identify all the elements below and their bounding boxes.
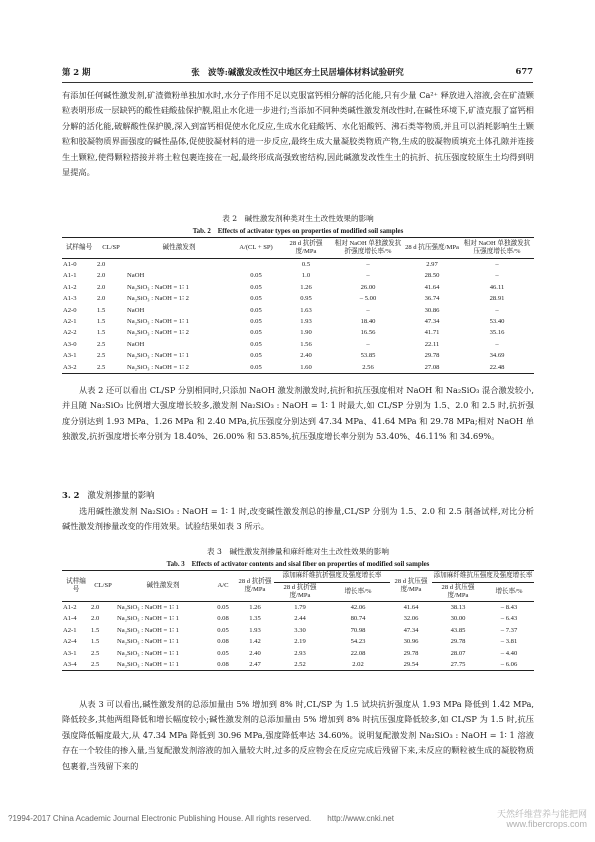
table2-cell: – <box>495 272 499 280</box>
table2-cell: Na₂SiO₃ : NaOH = 1∶ 2 <box>127 295 189 303</box>
table2-cell: – <box>366 306 370 314</box>
table2-cell: Na₂SiO₃ : NaOH = 1∶ 1 <box>127 283 189 291</box>
t2-header-flex-inc: 相对 NaOH 单独激发抗折强度增长率/% <box>332 238 404 259</box>
table3-cell: 0.08 <box>217 638 229 646</box>
table3-cell: 1.35 <box>249 615 261 623</box>
table2-cell: Na₂SiO₃ : NaOH = 1∶ 2 <box>126 362 232 374</box>
t3-header-flex: 28 d 抗折强度/MPa <box>236 571 274 602</box>
t2-header-flex: 28 d 抗折强度/MPa <box>280 238 332 259</box>
table2-row <box>62 293 534 304</box>
table3-cell: 42.06 <box>350 604 366 611</box>
table3-cell: 29.78 <box>450 638 466 646</box>
table2-cell: 28.50 <box>424 272 440 280</box>
table2-cell: A1-3 <box>63 295 77 303</box>
table2-cell: 28.91 <box>489 295 505 303</box>
table3-body <box>62 602 534 671</box>
t3-header-ac: A/C <box>210 571 236 602</box>
table2-cell: Na₂SiO₃ : NaOH = 1∶ 1 <box>127 318 189 326</box>
paragraph-table2-analysis: 从表 2 还可以看出 CL/SP 分别相同时,只添加 NaOH 激发剂激发时,抗折和抗压强度相对 NaOH 和 Na₂SiO₃ 混合激发较小,并且随 Na₂SiO₃ 比例增大强度增长较多,激发剂 Na₂SiO₃ : NaOH = 1∶ 1 时最大,如 CL/SP 分别为 1.5、2.0 和 2.5 时,抗折强度分别达到 1.93 MPa、1.26 MPa 和 2.40 MPa,抗压强度分别达到 47.34 MPa、41.64 MPa 和 29.78 MPa;相对 NaOH 单独激发,抗折强度增长率分别为 18.40%、26.00% 和 53.85%,抗压强度增长率分别为 53.40%、46.11% 和 34.69%。 <box>62 385 534 442</box>
table2-cell: – <box>495 261 499 268</box>
table2-cell: 22.11 <box>424 340 440 348</box>
table2-row <box>62 305 534 316</box>
table3-cell: 0.08 <box>217 615 229 623</box>
table2-caption-en: Tab. 2 Effects of activator types on properties of modified soil samples <box>192 228 404 235</box>
table3-cell: – 7.37 <box>500 626 518 634</box>
table2-cell: 0.05 <box>250 352 262 360</box>
table3-cell: 1.79 <box>294 604 306 611</box>
t3-header-clsp: CL/SP <box>90 571 116 602</box>
table3-cell: 28.07 <box>450 649 466 657</box>
header-rule <box>62 82 533 83</box>
table2-cell: 16.56 <box>360 329 376 337</box>
table3-cell: 2.40 <box>249 649 261 657</box>
table2-cell: Na₂SiO₃ : NaOH = 1∶ 2 <box>127 329 189 337</box>
table2-cell: 35.16 <box>489 329 505 337</box>
table3-cell: Na₂SiO₃ : NaOH = 1∶ 1 <box>117 615 179 623</box>
table3-row <box>62 602 534 614</box>
table2-cell: 27.08 <box>404 362 460 374</box>
paragraph-dosage: 选用碱性激发剂 Na₂SiO₃ : NaOH = 1∶ 1 时,改变碱性激发剂总的掺量,CL/SP 分别为 1.5、2.0 和 2.5 制备试样,对比分析碱性激发剂掺量改变的作用效果。试验结果如表 3 所示。 <box>62 506 534 532</box>
table2-cell: – <box>495 306 499 314</box>
t3-header-activator: 碱性激发剂 <box>116 571 210 602</box>
page-number: 677 <box>515 66 533 76</box>
table2-cell: 1.56 <box>300 340 312 348</box>
table3-cell: 80.74 <box>350 615 366 623</box>
t3-header-flex2-inc: 增长率/% <box>326 583 390 602</box>
table2-cell: 0.05 <box>250 295 262 303</box>
table3-cell: – 3.81 <box>500 638 518 646</box>
table2-cell: 36.74 <box>424 295 440 303</box>
table2-cell: 1.63 <box>300 306 312 314</box>
table2-cell: 2.5 <box>96 362 126 374</box>
table3-cell: 1.93 <box>249 626 261 634</box>
table2-cell: 53.85 <box>360 352 376 360</box>
table2-row <box>62 316 534 327</box>
table3-cell: 2.47 <box>236 659 274 671</box>
table2-cell: A2-1 <box>63 318 77 326</box>
t3-header-id: 试样编号 <box>62 571 90 602</box>
table2-cell: 34.69 <box>489 352 505 360</box>
table2-cell: A1-2 <box>63 283 77 291</box>
table-3 <box>62 570 534 671</box>
table3-cell: 2.52 <box>274 659 326 671</box>
table2-cell: 0.05 <box>250 306 262 314</box>
table3-caption-cn: 表 3 碱性激发剂掺量和麻纤维对生土改性效果的影响 <box>207 547 389 556</box>
table3-cell: 2.93 <box>294 649 306 657</box>
table2-row <box>62 327 534 338</box>
table3-cell: A1-2 <box>63 604 77 611</box>
table2-cell: 1.5 <box>97 306 106 314</box>
table2-cell: 2.0 <box>97 261 106 268</box>
table2-cell: 0.05 <box>250 318 262 326</box>
watermark <box>497 809 587 829</box>
table2-cell: 0.5 <box>301 261 311 268</box>
table2-cell: 2.0 <box>97 295 106 303</box>
table2-cell: 2.0 <box>97 283 106 291</box>
table2-cell: – <box>495 340 499 348</box>
t3-header-comp2-inc: 增长率/% <box>484 583 534 602</box>
table3-cell: Na₂SiO₃ : NaOH = 1∶ 1 <box>116 659 210 671</box>
table3-cell: 3.30 <box>294 626 306 634</box>
table2-cell: 0.95 <box>300 295 312 303</box>
t2-header-comp: 28 d 抗压强度/MPa <box>404 238 460 259</box>
table3-cell: 2.02 <box>326 659 390 671</box>
table3-cell: 2.0 <box>91 615 100 623</box>
t3-header-fiber-comp: 添加麻纤维抗压强度及强度增长率 <box>432 571 534 583</box>
table2-cell: 18.40 <box>360 318 376 326</box>
paragraph-intro: 有添加任何碱性激发剂,矿渣微粉单独加水时,水分子作用不足以克服富钙相分解的活化能,只有少量 Ca²⁺ 释放进入溶液,会在矿渣颗粒表明形成一层缺钙的酸性硅酸盐保护膜,阻止水化进一步进行;当添加不同种类碱性激发剂改性时,在碱性环境下,矿渣克服了富钙相分解的活化能,破解酸性保护膜,深入到富钙相促使水化反应,生成水化硅酸钙、水化铝酸钙、沸石类等物质,并且可以消耗影响生土颗粒和胶凝物质界面强度的碱性晶体,促使胶凝材料的进一步反应,最终生成大量凝胶类物质产物,生成的胶凝物质填充土体孔隙并连接生土颗粒,使得颗粒搭接并将土粒包裹连接在一起,最终形成高强致密结构,因此碱激发改性生土的抗折、抗压强度较原生土均得到明显提高。 <box>62 90 534 178</box>
table3-cell: 0.05 <box>217 626 229 634</box>
table2-cell: 2.97 <box>426 261 438 268</box>
table2-cell: NaOH <box>127 340 145 348</box>
issue-number: 第 2 期 <box>62 67 91 77</box>
table3-cell: 47.34 <box>403 626 419 634</box>
table2-cell: 2.56 <box>332 362 404 374</box>
table2-cell: 2.5 <box>97 340 106 348</box>
watermark-url: www.fibercrops.com <box>506 819 587 829</box>
table3-cell: Na₂SiO₃ : NaOH = 1∶ 1 <box>117 604 179 611</box>
t3-header-comp: 28 d 抗压强度/MPa <box>390 571 432 602</box>
table3-cell: 1.5 <box>91 626 100 634</box>
table2-cell: 2.5 <box>97 352 106 360</box>
t2-header-clsp: CL/SP <box>96 238 126 259</box>
table2-cell: 1.0 <box>301 272 311 280</box>
table2-cell: 0.05 <box>250 283 262 291</box>
table3-cell: A3-1 <box>63 649 77 657</box>
t2-header-activator: 碱性激发剂 <box>126 238 232 259</box>
table2-row <box>62 350 534 361</box>
table2-cell: 2.0 <box>97 272 106 280</box>
table3-cell: 30.96 <box>403 638 419 646</box>
table3-cell: Na₂SiO₃ : NaOH = 1∶ 1 <box>117 626 179 634</box>
table2-cell: – <box>366 261 370 268</box>
table2-cell: 0.05 <box>232 362 280 374</box>
table3-cell: 54.23 <box>350 638 366 646</box>
table3-cell: 29.78 <box>403 649 419 657</box>
table2-cell: 46.11 <box>489 283 505 291</box>
table2-cell: A1-1 <box>63 272 77 280</box>
table2-cell: A3-1 <box>63 352 77 360</box>
table3-row <box>62 613 534 624</box>
table3-cell: 70.98 <box>350 626 366 634</box>
table2-cell: 22.48 <box>460 362 534 374</box>
table2-cell: 30.86 <box>424 306 440 314</box>
table2-cell <box>232 259 280 271</box>
table2-row <box>62 362 534 374</box>
table3-cell: 1.5 <box>91 638 100 646</box>
table3-cell: 0.05 <box>217 649 229 657</box>
table2-cell: 26.00 <box>360 283 376 291</box>
t3-header-flex2: 28 d 抗折强度/MPa <box>274 583 326 602</box>
t2-header-id: 试样编号 <box>62 238 96 259</box>
table3-cell: A2-4 <box>63 638 77 646</box>
table3-cell: A1-4 <box>63 615 77 623</box>
table3-caption-en: Tab. 3 Effects of activator contents and sisal fiber on properties of modified soil samples <box>166 561 430 568</box>
table2-row <box>62 270 534 281</box>
running-title: 张 波等:碱激发改性汉中地区夯土民居墙体材料试验研究 <box>191 67 404 77</box>
page-footer <box>0 809 595 829</box>
table2-cell: 1.5 <box>97 318 106 326</box>
table2-cell: 1.60 <box>280 362 332 374</box>
table2-cell: 47.34 <box>424 318 440 326</box>
table3-cell: 1.42 <box>249 638 261 646</box>
table2-cell: 0.05 <box>250 340 262 348</box>
table3-cell: 2.5 <box>90 659 116 671</box>
table3-cell: 43.85 <box>450 626 466 634</box>
watermark-cn: 天然纤维营养与能把网 <box>496 809 587 819</box>
table2-cell: A3-2 <box>62 362 96 374</box>
table3-cell: 27.75 <box>432 659 484 671</box>
table3-row <box>62 625 534 636</box>
table2-cell: – 5.00 <box>359 295 377 303</box>
table3-cell: 41.64 <box>403 604 419 611</box>
table2-cell: 1.93 <box>300 318 312 326</box>
table2-cell: A3-0 <box>63 340 77 348</box>
table2-cell: NaOH <box>127 306 145 314</box>
table3-cell: Na₂SiO₃ : NaOH = 1∶ 1 <box>117 649 179 657</box>
copyright-notice: ?1994-2017 China Academic Journal Electronic Publishing House. All rights reserved. http://www.cnki.net <box>8 814 394 823</box>
table3-cell: 0.08 <box>210 659 236 671</box>
table2-cell: 2.40 <box>300 352 312 360</box>
table2-row <box>62 339 534 350</box>
paragraph-table3-analysis: 从表 3 可以看出,碱性激发剂的总添加量由 5% 增加到 8% 时,CL/SP 为 1.5 试块抗折强度从 1.93 MPa 降低到 1.42 MPa,降低较多,其他两组降低和增长幅度较小;碱性激发剂的总添加量由 5% 增加到 8% 时抗压强度降低较多,如 CL/SP 为 1.5 时,抗压强度降低幅度最大,从 47.34 MPa 降低到 30.96 MPa,强度降低率达 34.60%。说明复配激发剂 Na₂SiO₃ : NaOH = 1∶ 1 溶液存在一个较佳的掺入量,当复配激发剂溶液的加入量较大时,过多的反应物会在反应完成后残留下来,未反应的颗粒被生成的凝胶物质包裹着,当残留下来的 <box>62 699 534 771</box>
table2-cell: 41.64 <box>424 283 440 291</box>
table-2 <box>62 237 534 374</box>
table2-cell: 1.26 <box>300 283 312 291</box>
table2-row <box>62 259 534 271</box>
t3-header-comp2: 28 d 抗压强度/MPa <box>432 583 484 602</box>
table2-cell: NaOH <box>127 272 145 280</box>
table2-cell: 0.05 <box>250 272 262 280</box>
section-3-2-heading <box>62 489 155 501</box>
table2-cell: – <box>366 272 370 280</box>
table3-cell: 22.08 <box>350 649 366 657</box>
table3-cell: 0.05 <box>217 604 229 611</box>
table3-cell: A2-1 <box>63 626 77 634</box>
table2-cell: 0.05 <box>250 329 262 337</box>
table2-cell: 1.90 <box>300 329 312 337</box>
table2-cell: 53.40 <box>489 318 505 326</box>
table2-cell: A2-2 <box>63 329 77 337</box>
section-title: 激发剂掺量的影响 <box>87 490 155 500</box>
t2-header-comp-inc: 相对 NaOH 单独激发抗压强度增长率/% <box>460 238 534 259</box>
table3-cell: 2.5 <box>91 649 100 657</box>
table3-row <box>62 659 534 671</box>
table3-cell: Na₂SiO₃ : NaOH = 1∶ 1 <box>117 638 179 646</box>
table2-caption-cn: 表 2 碱性激发剂种类对生土改性效果的影响 <box>222 214 374 223</box>
table2-cell: A1-0 <box>63 261 77 268</box>
running-header <box>62 66 533 80</box>
table3-cell: 1.26 <box>249 604 261 611</box>
table2-body <box>62 259 534 374</box>
table3-cell: 30.00 <box>450 615 466 623</box>
table3-cell: 32.06 <box>403 615 419 623</box>
t2-header-ac: A/(CL + SP) <box>232 238 280 259</box>
table3-cell: – 6.06 <box>484 659 534 671</box>
table2-row <box>62 282 534 293</box>
section-number: 3. 2 <box>62 490 80 500</box>
table2-cell: 29.78 <box>424 352 440 360</box>
table3-cell: – 4.40 <box>500 649 518 657</box>
t3-header-fiber-flex: 添加麻纤维抗折强度及强度增长率 <box>274 571 390 583</box>
table3-row <box>62 648 534 659</box>
table3-cell: 2.0 <box>91 604 100 611</box>
table2-cell: Na₂SiO₃ : NaOH = 1∶ 1 <box>127 352 189 360</box>
table3-cell: – 6.43 <box>500 615 518 623</box>
table2-cell: – <box>366 340 370 348</box>
table3-cell: 2.44 <box>294 615 306 623</box>
table3-cell: 38.13 <box>450 604 466 611</box>
table3-cell: 29.54 <box>390 659 432 671</box>
table2-cell: 41.71 <box>424 329 440 337</box>
table3-cell: A3-4 <box>62 659 90 671</box>
table3-cell: – 8.43 <box>500 604 518 611</box>
table2-cell: 1.5 <box>97 329 106 337</box>
table3-cell: 2.19 <box>294 638 306 646</box>
table2-cell <box>126 259 232 271</box>
table3-row <box>62 636 534 647</box>
table2-cell: A2-0 <box>63 306 77 314</box>
